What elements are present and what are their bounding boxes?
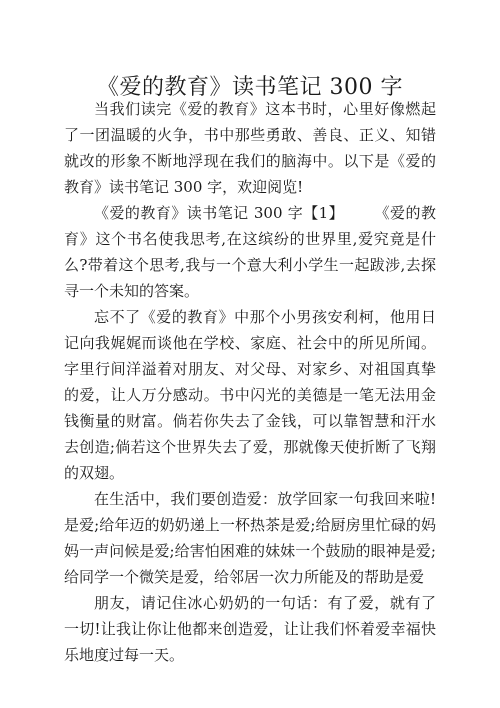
section-paragraph bbox=[64, 200, 436, 304]
intro-paragraph: 当我们读完《爱的教育》这本书时，心里好像燃起了一团温暖的火争，书中那些勇敢、善良、正义、知错就改的形象不断地浮现在我们的脑海中。以下是《爱的教育》读书笔记 300 字，欢迎阅览! bbox=[64, 100, 436, 196]
body-paragraph-create-love: 在生活中，我们要创造爱：放学回家一句我回来啦!是爱;给年迈的奶奶递上一杯热茶是爱;给厨房里忙碌的妈妈一声问候是爱;给害怕困难的妹妹一个鼓励的眼神是爱;给同学一个微笑是爱，给邻居一次力所能及的帮助是爱 bbox=[64, 490, 436, 586]
section-heading: 《爱的教育》读书笔记 300 字【1】 bbox=[94, 204, 345, 222]
closing-paragraph: 朋友，请记住冰心奶奶的一句话：有了爱，就有了一切!让我让你让他都来创造爱，让让我们怀着爱幸福快乐地度过每一天。 bbox=[64, 594, 436, 664]
section-lead: 《爱的教育》这个书名使我思考,在这缤纷的世界里,爱究竟是什么?带着这个思考,我与一个意大利小学生一起跋涉,去探寻一个未知的答案。 bbox=[64, 204, 436, 300]
document-body bbox=[64, 96, 436, 668]
document-title: 《爱的教育》读书笔记 300 字 bbox=[97, 74, 403, 100]
body-paragraph-diary: 忘不了《爱的教育》中那个小男孩安利柯，他用日记向我娓娓而谈他在学校、家庭、社会中的所见所闻。字里行间洋溢着对朋友、对父母、对家乡、对祖国真挚的爱，让人万分感动。书中闪光的美德是一笔无法用金钱衡量的财富。倘若你失去了金钱，可以靠智慧和汗水去创造;倘若这个世界失去了爱，那就像天使折断了飞翔的双翅。 bbox=[64, 308, 436, 482]
